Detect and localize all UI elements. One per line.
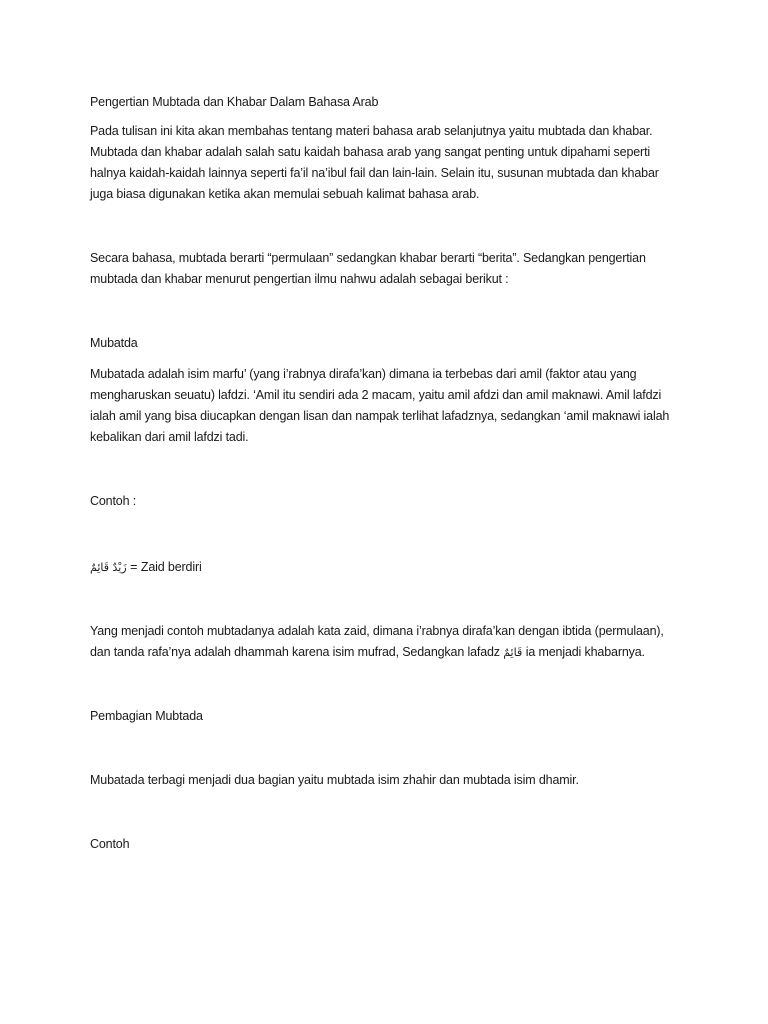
explanation-paragraph	[90, 621, 680, 663]
contoh-label-1: Contoh :	[90, 494, 137, 508]
heading-mubtada: Mubatda	[90, 336, 138, 350]
intro-paragraph: Pada tulisan ini kita akan membahas tentang materi bahasa arab selanjutnya yaitu mubtada dan khabar. Mubtada dan khabar adalah salah satu kaidah bahasa arab yang sangat penting untuk dipahami seperti halnya kaidah-kaidah lainnya seperti fa’il na’ibul fail dan lain-lain. Selain itu, susunan mubtada dan khabar juga biasa digunakan ketika akan memulai sebuah kalimat bahasa arab.	[90, 124, 659, 201]
example-line	[90, 557, 680, 578]
heading-pembagian: Pembagian Mubtada	[90, 709, 203, 723]
explanation-text-after: ia menjadi khabarnya.	[522, 645, 645, 659]
pembagian-paragraph: Mubatada terbagi menjadi dua bagian yaitu mubtada isim zhahir dan mubtada isim dhamir.	[90, 773, 579, 787]
definition-paragraph: Secara bahasa, mubtada berarti “permulaan” sedangkan khabar berarti “berita”. Sedangkan pengertian mubtada dan khabar menurut pengertian ilmu nahwu adalah sebagai berikut :	[90, 251, 646, 286]
explanation-text-before: Yang menjadi contoh mubtadanya adalah kata zaid, dimana i’rabnya dirafa’kan dengan ibtida (permulaan), dan tanda rafa’nya adalah dhammah karena isim mufrad, Sedangkan lafadz	[90, 624, 664, 659]
document-title: Pengertian Mubtada dan Khabar Dalam Bahasa Arab	[90, 95, 379, 109]
explanation-arabic: قَائِمٌ	[503, 646, 523, 659]
contoh-label-2: Contoh	[90, 837, 130, 851]
example-arabic: زَيْدٌ قَائِمٌ	[90, 561, 127, 574]
document-body	[90, 92, 680, 855]
example-translation: = Zaid berdiri	[126, 560, 202, 574]
mubtada-paragraph: Mubatada adalah isim marfu’ (yang i’rabnya dirafa’kan) dimana ia terbebas dari amil (faktor atau yang mengharuskan seuatu) lafdzi. ‘Amil itu sendiri ada 2 macam, yaitu amil afdzi dan amil maknawi. Amil lafdzi ialah amil yang bisa diucapkan dengan lisan dan nampak terlihat lafadznya, sedangkan ‘amil maknawi ialah kebalikan dari amil lafdzi tadi.	[90, 367, 670, 444]
